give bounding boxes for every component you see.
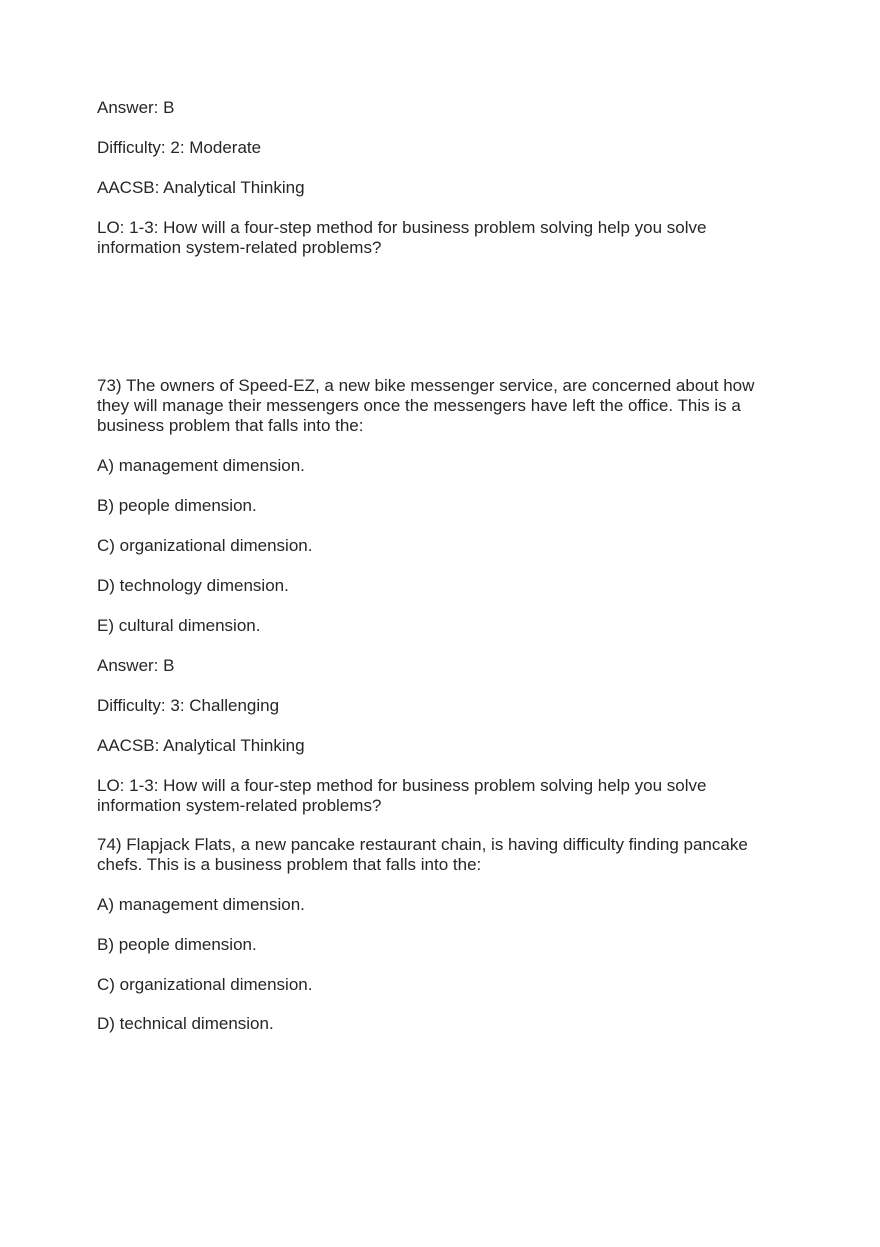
q74-option-d: D) technical dimension. <box>97 1014 274 1033</box>
q72-lo-line-1: LO: 1-3: How will a four-step method for business problem solving help you solve <box>97 218 707 237</box>
q73-option-e: E) cultural dimension. <box>97 616 261 635</box>
q74-option-c: C) organizational dimension. <box>97 975 313 994</box>
q73-stem <box>97 376 777 436</box>
q73-answer: Answer: B <box>97 656 175 675</box>
q73-option-a: A) management dimension. <box>97 456 305 475</box>
q72-answer: Answer: B <box>97 98 175 117</box>
q72-difficulty: Difficulty: 2: Moderate <box>97 138 262 157</box>
q74-stem <box>97 835 777 875</box>
q72-lo-line-2: information system-related problems? <box>97 238 382 257</box>
q73-aacsb: AACSB: Analytical Thinking <box>97 736 305 755</box>
q73-lo-line-2: information system-related problems? <box>97 796 382 815</box>
q73-difficulty: Difficulty: 3: Challenging <box>97 696 280 715</box>
q74-option-b: B) people dimension. <box>97 935 257 954</box>
q74-stem-line-2: chefs. This is a business problem that falls into the: <box>97 855 482 874</box>
q73-stem-line-3: business problem that falls into the: <box>97 416 364 435</box>
q72-learning-objective <box>97 218 777 258</box>
q73-lo-line-1: LO: 1-3: How will a four-step method for business problem solving help you solve <box>97 776 707 795</box>
q73-stem-line-1: 73) The owners of Speed-EZ, a new bike messenger service, are concerned about how <box>97 376 755 395</box>
q73-stem-line-2: they will manage their messengers once the messengers have left the office. This is a <box>97 396 741 415</box>
q72-aacsb: AACSB: Analytical Thinking <box>97 178 305 197</box>
q73-option-d: D) technology dimension. <box>97 576 289 595</box>
q74-stem-line-1: 74) Flapjack Flats, a new pancake restaurant chain, is having difficulty finding pancake <box>97 835 748 854</box>
q73-option-b: B) people dimension. <box>97 496 257 515</box>
q73-option-c: C) organizational dimension. <box>97 536 313 555</box>
q74-option-a: A) management dimension. <box>97 895 305 914</box>
q73-learning-objective <box>97 776 777 816</box>
